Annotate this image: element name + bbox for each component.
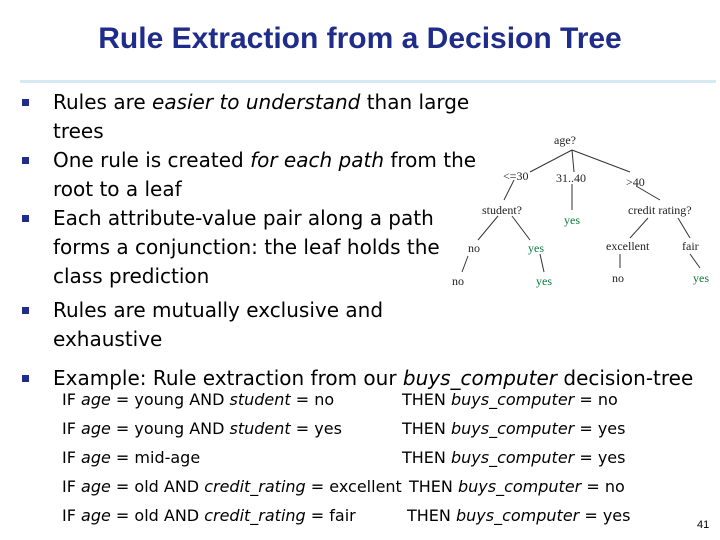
branch-label-old: >40	[626, 175, 645, 189]
tree-edge	[530, 150, 572, 172]
bullet-text: Rules are easier to understand than large trees	[53, 90, 470, 143]
branch-label-fair: fair	[682, 239, 699, 253]
tree-edge	[630, 218, 648, 238]
leaf-student-no: no	[452, 274, 464, 288]
branch-label-student-yes: yes	[528, 241, 544, 255]
bullet-text: Each attribute-value pair along a path forms a conjunction: the leaf holds the class prediction	[53, 206, 440, 288]
leaf-student-yes: yes	[536, 274, 552, 288]
branch-label-student-no: no	[468, 241, 480, 255]
leaf-credit-no: no	[612, 271, 624, 285]
rule-condition: IF age = old AND credit_rating = excellent	[62, 477, 402, 496]
tree-edge	[678, 218, 690, 238]
rule-condition: IF age = mid-age	[62, 448, 201, 467]
branch-label-mid: 31..40	[556, 171, 586, 185]
rule-conclusion: THEN buys_computer = yes	[402, 419, 626, 438]
tree-edge	[504, 180, 514, 200]
rule-condition: IF age = young AND student = yes	[62, 419, 342, 438]
page-number: 41	[697, 519, 710, 531]
leaf-mid-yes: yes	[564, 213, 580, 227]
branch-label-excellent: excellent	[606, 239, 650, 253]
tree-edge	[690, 254, 700, 268]
rule-conclusion: THEN buys_computer = no	[409, 477, 625, 496]
rule-conclusion: THEN buys_computer = yes	[407, 506, 631, 525]
node-student: student?	[482, 203, 522, 217]
tree-edge	[462, 256, 468, 272]
node-credit-rating: credit rating?	[628, 203, 692, 217]
branch-label-young: <=30	[503, 169, 529, 183]
root-node-age: age?	[554, 133, 576, 147]
rule-condition: IF age = young AND student = no	[62, 390, 335, 409]
leaf-credit-yes: yes	[693, 271, 709, 285]
tree-edge	[512, 216, 530, 240]
bullet-text: One rule is created for each path from the root to a leaf	[53, 148, 477, 201]
tree-edge	[572, 150, 574, 172]
tree-edge	[478, 216, 498, 240]
rule-condition: IF age = old AND credit_rating = fair	[62, 506, 356, 525]
bullet-text: Example: Rule extraction from our buys_computer decision-tree	[53, 366, 694, 390]
rule-conclusion: THEN buys_computer = yes	[402, 448, 626, 467]
slide-title: Rule Extraction from a Decision Tree	[98, 22, 622, 55]
tree-edge	[572, 150, 630, 172]
rule-conclusion: THEN buys_computer = no	[402, 390, 618, 409]
tree-edge	[540, 254, 544, 272]
bullet-text: Rules are mutually exclusive and exhaustive	[53, 298, 384, 351]
